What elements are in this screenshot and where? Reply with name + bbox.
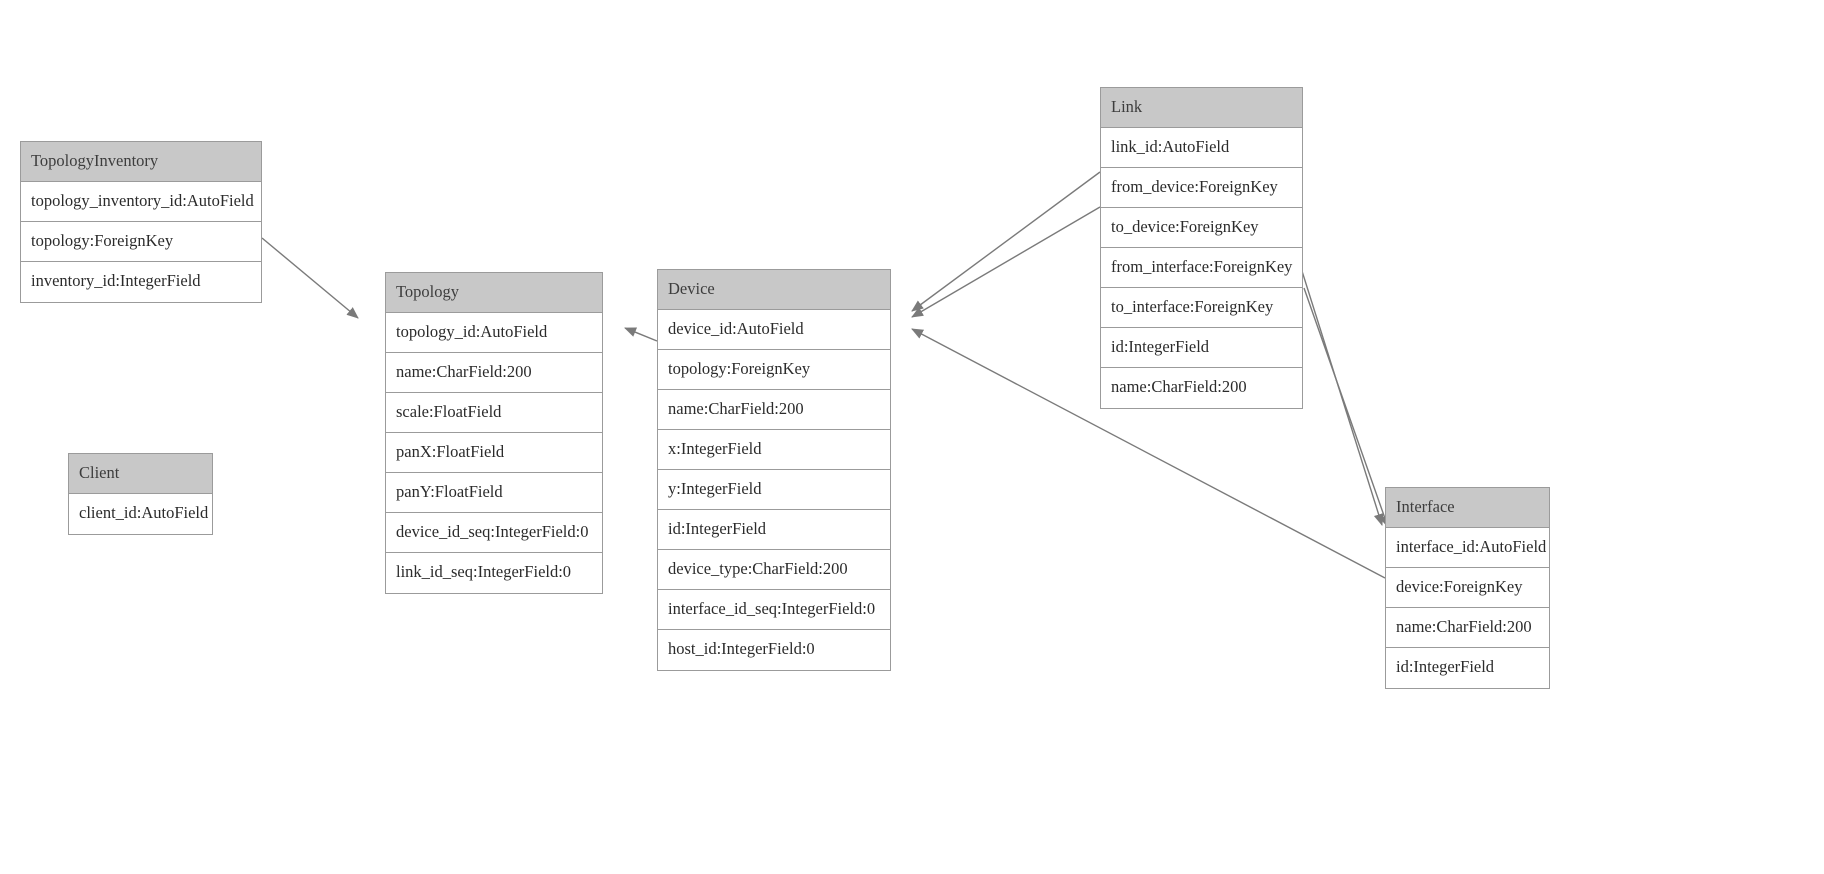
entity-field: topology_inventory_id:AutoField [21, 182, 261, 222]
entity-field: link_id_seq:IntegerField:0 [396, 562, 572, 581]
entity-field: link_id:AutoField [1101, 128, 1302, 168]
entity-topology[interactable] [385, 272, 603, 594]
entity-title: Interface [1386, 488, 1549, 528]
entity-field: device_id:AutoField [658, 310, 890, 350]
entity-device[interactable] [657, 269, 891, 671]
entity-interface[interactable] [1385, 487, 1550, 689]
entity-field: name:CharField:200 [1111, 377, 1247, 396]
entity-title: Client [69, 454, 212, 494]
entity-field: y:IntegerField [658, 470, 890, 510]
entity-field: interface_id:AutoField [1386, 528, 1549, 568]
entity-field: panX:FloatField [386, 433, 602, 473]
edge-link-device-to [912, 207, 1100, 317]
entity-field: inventory_id:IntegerField [31, 271, 201, 290]
entity-field: topology:ForeignKey [21, 222, 261, 262]
entity-title: TopologyInventory [21, 142, 261, 182]
edge-topologyinventory-topology [262, 238, 358, 318]
entity-link[interactable] [1100, 87, 1303, 409]
entity-field: from_interface:ForeignKey [1101, 248, 1302, 288]
entity-field: scale:FloatField [386, 393, 602, 433]
entity-title: Device [658, 270, 890, 310]
edge-link-interface-from [1296, 252, 1382, 525]
entity-field: host_id:IntegerField:0 [668, 639, 815, 658]
entity-field: interface_id_seq:IntegerField:0 [658, 590, 890, 630]
edge-link-device-from [912, 172, 1100, 311]
entity-client[interactable] [68, 453, 213, 535]
entity-title: Link [1101, 88, 1302, 128]
entity-title: Topology [386, 273, 602, 313]
entity-field: name:CharField:200 [1386, 608, 1549, 648]
entity-field: device_type:CharField:200 [658, 550, 890, 590]
entity-field: device:ForeignKey [1386, 568, 1549, 608]
entity-field: name:CharField:200 [386, 353, 602, 393]
entity-field: id:IntegerField [1396, 657, 1495, 676]
entity-field: id:IntegerField [1101, 328, 1302, 368]
entity-field: device_id_seq:IntegerField:0 [386, 513, 602, 553]
entity-field: x:IntegerField [658, 430, 890, 470]
entity-field: name:CharField:200 [658, 390, 890, 430]
entity-field: from_device:ForeignKey [1101, 168, 1302, 208]
entity-field: to_device:ForeignKey [1101, 208, 1302, 248]
entity-field: topology_id:AutoField [386, 313, 602, 353]
entity-field: id:IntegerField [658, 510, 890, 550]
entity-field: to_interface:ForeignKey [1101, 288, 1302, 328]
entity-topologyinventory[interactable] [20, 141, 262, 303]
entity-field: client_id:AutoField [79, 503, 209, 522]
edge-link-interface-to [1304, 288, 1388, 527]
edge-device-topology [625, 328, 657, 341]
entity-field: topology:ForeignKey [658, 350, 890, 390]
entity-field: panY:FloatField [386, 473, 602, 513]
